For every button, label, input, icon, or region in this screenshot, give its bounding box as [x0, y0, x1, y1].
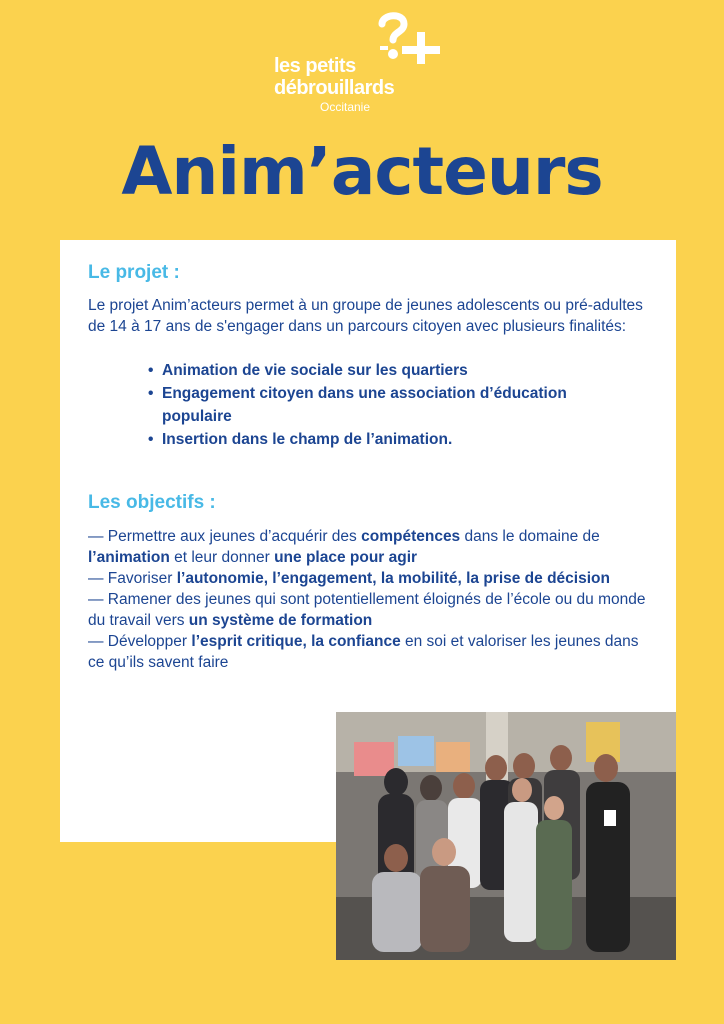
objective-text: dans le domaine de: [460, 528, 600, 545]
objective-bold: l’animation: [88, 549, 170, 566]
objectifs-list: [88, 526, 658, 673]
objective-bold: l’esprit critique, la confiance: [191, 633, 401, 650]
objective-bold: une place pour agir: [274, 549, 418, 566]
objective-bold: un système de formation: [188, 612, 373, 629]
question-plus-logo-icon: [378, 10, 442, 64]
bullet-text: Insertion dans le champ de l’animation.: [162, 431, 453, 448]
page-title: Anim’acteurs: [121, 133, 603, 210]
objective-item: [88, 589, 658, 631]
objective-text: en soi et valoriser les jeunes dans ce qu’ils savent faire: [88, 633, 639, 671]
objectifs-heading: Les objectifs :: [88, 492, 216, 513]
objective-text: — Permettre aux jeunes d’acquérir des: [88, 528, 362, 545]
logo-region: Occitanie: [320, 100, 371, 114]
objective-item: [88, 631, 658, 673]
objective-text: et leur donner: [169, 549, 275, 566]
projet-heading: Le projet :: [88, 262, 180, 283]
bullet-text: Engagement citoyen dans une association d’éducation populaire: [162, 385, 567, 425]
list-item: • Insertion dans le champ de l’animation.: [148, 431, 453, 448]
projet-bullet-list: [148, 359, 588, 451]
bullet-text: Animation de vie sociale sur les quartiers: [162, 362, 468, 379]
group-photo-image: [336, 712, 676, 960]
projet-intro: Le projet Anim’acteurs permet à un groupe de jeunes adolescents ou pré-adultes de 14 à 17 ans de s'engager dans un parcours citoyen avec plusieurs finalités:: [88, 297, 643, 335]
logo-text-line1: les petits: [274, 55, 356, 77]
objective-item: [88, 568, 658, 589]
objective-bold: l’autonomie, l’engagement, la mobilité, la prise de décision: [176, 570, 610, 587]
logo-text-line2: débrouillards: [274, 77, 395, 99]
group-photo: [336, 712, 676, 960]
logo: [268, 10, 468, 120]
objective-text: — Développer: [88, 633, 192, 650]
objective-bold: compétences: [361, 528, 461, 545]
objective-text: — Favoriser: [88, 570, 177, 587]
objective-text: — Ramener des jeunes qui sont potentiellement éloignés de l’école ou du monde du travail vers: [88, 591, 646, 629]
list-item: • Animation de vie sociale sur les quartiers: [148, 362, 468, 379]
list-item: • Engagement citoyen dans une association d’éducation populaire: [148, 385, 567, 425]
objective-item: [88, 526, 658, 568]
